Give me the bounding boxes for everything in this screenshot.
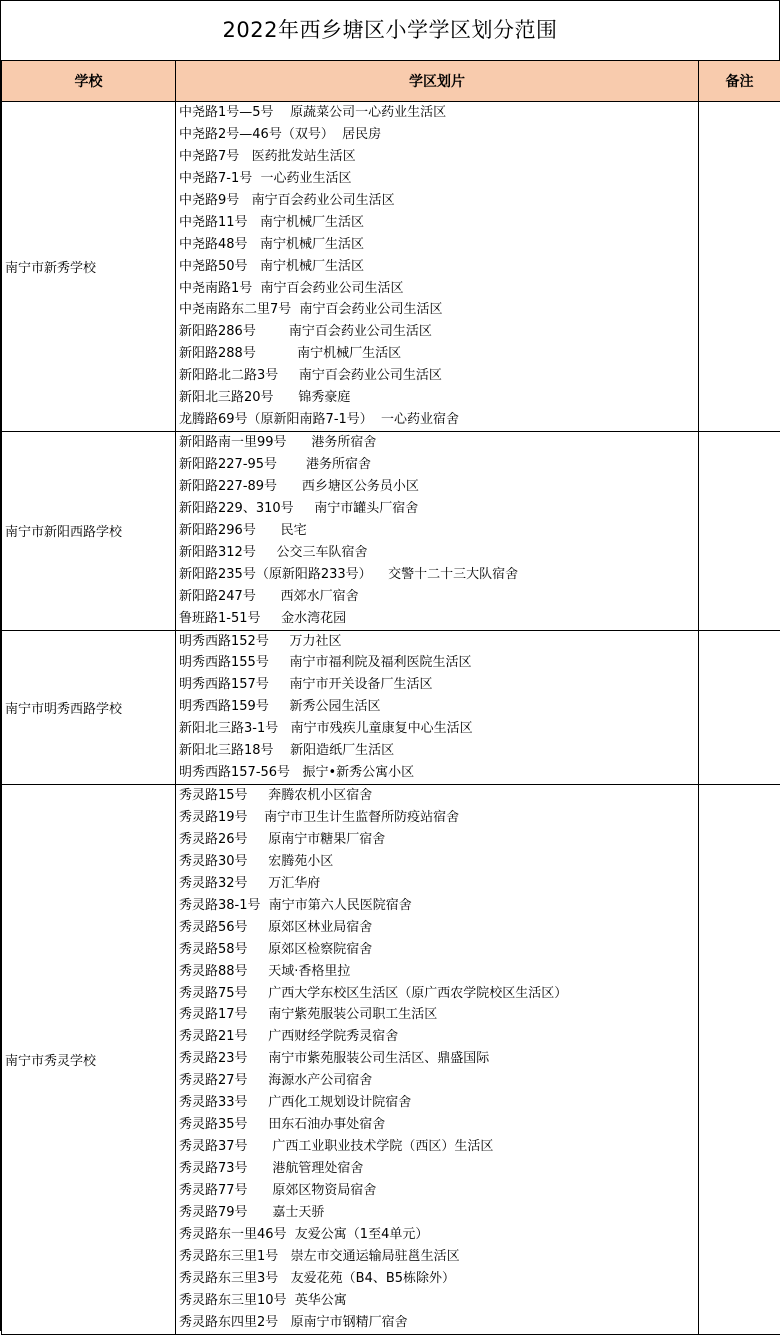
- school-name: 南宁市新阳西路学校: [2, 432, 176, 630]
- table-row: [2, 630, 780, 785]
- district-cell: [176, 102, 699, 432]
- page-title: 2022年西乡塘区小学学区划分范围: [1, 1, 780, 61]
- note-cell: [699, 432, 780, 630]
- district-line: 中尧路7-1号 一心药业生活区: [179, 168, 698, 190]
- district-line: 秀灵路东三里3号 友爱花苑（B4、B5栋除外）: [179, 1268, 698, 1290]
- note-cell: [699, 785, 780, 1334]
- district-line: 中尧路50号 南宁机械厂生活区: [179, 256, 698, 278]
- district-line: 中尧路7号 医药批发站生活区: [179, 146, 698, 168]
- district-line: 中尧南路东二里7号 南宁百会药业公司生活区: [179, 299, 698, 321]
- district-line: 秀灵路88号 天域·香格里拉: [179, 961, 698, 983]
- district-line: 新阳路北二路3号 南宁百会药业公司生活区: [179, 365, 698, 387]
- school-name: 南宁市秀灵学校: [2, 785, 176, 1334]
- district-line: 秀灵路30号 宏腾苑小区: [179, 851, 698, 873]
- note-cell: [699, 102, 780, 432]
- district-line: 秀灵路东三里10号 英华公寓: [179, 1290, 698, 1312]
- district-line: 秀灵路15号 奔腾农机小区宿舍: [179, 785, 698, 807]
- district-cell: [176, 630, 699, 785]
- district-line: 秀灵路21号 广西财经学院秀灵宿舍: [179, 1026, 698, 1048]
- district-line: 秀灵路73号 港航管理处宿舍: [179, 1158, 698, 1180]
- district-cell: [176, 432, 699, 630]
- district-line: 明秀西路157号 南宁市开关设备厂生活区: [179, 674, 698, 696]
- district-line: 秀灵路35号 田东石油办事处宿舍: [179, 1114, 698, 1136]
- district-line: 明秀西路157-56号 振宁•新秀公寓小区: [179, 762, 698, 784]
- district-line: 秀灵路17号 南宁紫苑服装公司职工生活区: [179, 1004, 698, 1026]
- school-name: 南宁市明秀西路学校: [2, 630, 176, 785]
- district-line: 秀灵路56号 原郊区林业局宿舍: [179, 917, 698, 939]
- header-school: 学校: [2, 61, 176, 102]
- district-line: 中尧路48号 南宁机械厂生活区: [179, 234, 698, 256]
- district-line: 中尧南路1号 南宁百会药业公司生活区: [179, 278, 698, 300]
- district-line: 秀灵路东三里1号 崇左市交通运输局驻邕生活区: [179, 1246, 698, 1268]
- district-line: 秀灵路38-1号 南宁市第六人民医院宿舍: [179, 895, 698, 917]
- district-line: 新阳北三路18号 新阳造纸厂生活区: [179, 740, 698, 762]
- district-line: 新阳北三路20号 锦秀豪庭: [179, 387, 698, 409]
- note-cell: [699, 630, 780, 785]
- table-row: [2, 785, 780, 1334]
- district-line: 明秀西路159号 新秀公园生活区: [179, 696, 698, 718]
- district-line: 秀灵路77号 原郊区物资局宿舍: [179, 1180, 698, 1202]
- district-line: 新阳路227-95号 港务所宿舍: [179, 454, 698, 476]
- district-line: 秀灵路32号 万汇华府: [179, 873, 698, 895]
- district-line: 龙腾路69号（原新阳南路7-1号） 一心药业宿舍: [179, 409, 698, 431]
- district-line: 秀灵路东一里46号 友爱公寓（1至4单元）: [179, 1224, 698, 1246]
- district-cell: [176, 785, 699, 1334]
- district-line: 中尧路1号—5号 原蔬菜公司一心药业生活区: [179, 102, 698, 124]
- district-line: 新阳路247号 西郊水厂宿舍: [179, 586, 698, 608]
- district-line: 秀灵路79号 嘉士天骄: [179, 1202, 698, 1224]
- district-line: 秀灵路58号 原郊区检察院宿舍: [179, 939, 698, 961]
- district-line: 中尧路11号 南宁机械厂生活区: [179, 212, 698, 234]
- table-body: [2, 102, 780, 1335]
- district-line: 新阳北三路3-1号 南宁市残疾儿童康复中心生活区: [179, 718, 698, 740]
- district-line: 明秀西路152号 万力社区: [179, 631, 698, 653]
- header-district: 学区划片: [176, 61, 699, 102]
- district-line: 新阳路南一里99号 港务所宿舍: [179, 432, 698, 454]
- school-name: 南宁市新秀学校: [2, 102, 176, 432]
- district-line: 新阳路288号 南宁机械厂生活区: [179, 343, 698, 365]
- district-line: 秀灵路26号 原南宁市糖果厂宿舍: [179, 829, 698, 851]
- district-line: 新阳路312号 公交三车队宿舍: [179, 542, 698, 564]
- district-line: 新阳路296号 民宅: [179, 520, 698, 542]
- district-line: 秀灵路37号 广西工业职业技术学院（西区）生活区: [179, 1136, 698, 1158]
- table-row: [2, 102, 780, 432]
- district-table: [1, 61, 780, 1335]
- district-line: 秀灵路23号 南宁市紫苑服装公司生活区、鼎盛国际: [179, 1048, 698, 1070]
- district-line: 秀灵路33号 广西化工规划设计院宿舍: [179, 1092, 698, 1114]
- header-note: 备注: [699, 61, 780, 102]
- district-line: 秀灵路75号 广西大学东校区生活区（原广西农学院校区生活区）: [179, 983, 698, 1005]
- district-line: 新阳路286号 南宁百会药业公司生活区: [179, 321, 698, 343]
- district-line: 新阳路227-89号 西乡塘区公务员小区: [179, 476, 698, 498]
- district-line: 中尧路9号 南宁百会药业公司生活区: [179, 190, 698, 212]
- district-line: 鲁班路1-51号 金水湾花园: [179, 608, 698, 630]
- district-line: 秀灵路19号 南宁市卫生计生监督所防疫站宿舍: [179, 807, 698, 829]
- district-line: 新阳路235号（原新阳路233号） 交警十二十三大队宿舍: [179, 564, 698, 586]
- district-line: 中尧路2号—46号（双号） 居民房: [179, 124, 698, 146]
- header-row: [2, 61, 780, 102]
- table-row: [2, 432, 780, 630]
- district-line: 新阳路229、310号 南宁市罐头厂宿舍: [179, 498, 698, 520]
- district-line: 秀灵路27号 海源水产公司宿舍: [179, 1070, 698, 1092]
- district-line: 明秀西路155号 南宁市福利院及福利医院生活区: [179, 652, 698, 674]
- district-line: 秀灵路东四里2号 原南宁市钢精厂宿舍: [179, 1312, 698, 1334]
